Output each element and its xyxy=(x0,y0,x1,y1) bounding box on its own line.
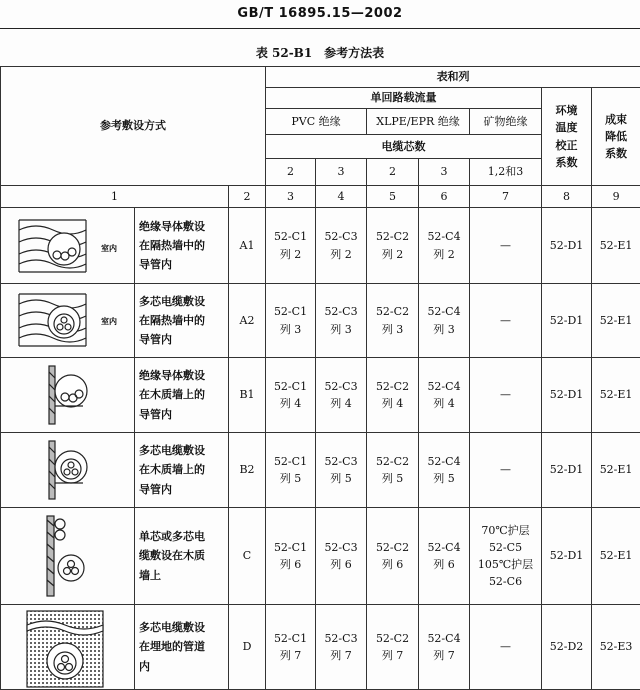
column-number: 6 xyxy=(419,186,470,208)
ref-cell: 52-C4 列 2 xyxy=(419,208,470,284)
ref-cell: 52-C3 列 3 xyxy=(316,284,367,358)
mineral-cell: — xyxy=(470,284,542,358)
row-description: 绝缘导体敷设 在隔热墙中的 导管内 xyxy=(135,208,229,284)
ref-cell: 52-C1 列 3 xyxy=(266,284,316,358)
column-number: 4 xyxy=(316,186,367,208)
ref-cell: 52-C3 列 2 xyxy=(316,208,367,284)
mineral-cell: 70℃护层 52-C5 105℃护层 52-C6 xyxy=(470,508,542,605)
room-label: 室内 xyxy=(101,316,117,326)
method-illustration-b1 xyxy=(1,358,135,433)
bundle-cell: 52-E1 xyxy=(592,208,640,284)
single-circuit-header: 单回路载流量 xyxy=(266,88,542,109)
column-number: 5 xyxy=(367,186,419,208)
row-description: 多芯电缆敷设 在隔热墙中的 导管内 xyxy=(135,284,229,358)
method-code: A1 xyxy=(229,208,266,284)
table-row xyxy=(1,605,640,690)
ref-cell: 52-C2 列 6 xyxy=(367,508,419,605)
ambient-cell: 52-D1 xyxy=(542,284,592,358)
method-code: B2 xyxy=(229,433,266,508)
method-code: A2 xyxy=(229,284,266,358)
ref-cell: 52-C4 列 3 xyxy=(419,284,470,358)
method-illustration-b2 xyxy=(1,433,135,508)
core-count: 2 xyxy=(367,159,419,186)
method-code: D xyxy=(229,605,266,690)
column-number: 3 xyxy=(266,186,316,208)
ref-cell: 52-C3 列 7 xyxy=(316,605,367,690)
pvc-header: PVC 绝缘 xyxy=(266,109,367,135)
table-title: 表 52-B1 参考方法表 xyxy=(255,46,385,60)
column-number: 2 xyxy=(229,186,266,208)
row-description: 多芯电缆敷设 在木质墙上的 导管内 xyxy=(135,433,229,508)
method-illustration-d xyxy=(1,605,135,690)
ref-cell: 52-C4 列 7 xyxy=(419,605,470,690)
core-count: 2 xyxy=(266,159,316,186)
core-count: 3 xyxy=(419,159,470,186)
method-illustration-a2 xyxy=(1,284,135,358)
column-number: 9 xyxy=(592,186,640,208)
table-row xyxy=(1,358,640,433)
row-description: 多芯电缆敷设 在埋地的管道 内 xyxy=(135,605,229,690)
table-row xyxy=(1,433,640,508)
ref-cell: 52-C4 列 5 xyxy=(419,433,470,508)
column-number: 7 xyxy=(470,186,542,208)
ref-cell: 52-C3 列 4 xyxy=(316,358,367,433)
bundle-cell: 52-E1 xyxy=(592,284,640,358)
ambient-cell: 52-D2 xyxy=(542,605,592,690)
ref-cell: 52-C1 列 6 xyxy=(266,508,316,605)
room-label: 室内 xyxy=(101,243,117,253)
reference-method-table xyxy=(0,66,640,690)
ref-cell: 52-C4 列 4 xyxy=(419,358,470,433)
bundle-header: 成束 降低 系数 xyxy=(592,88,640,186)
method-header: 参考敷设方式 xyxy=(1,67,266,186)
ambient-cell: 52-D1 xyxy=(542,208,592,284)
method-illustration-a1 xyxy=(1,208,135,284)
ref-cell: 52-C4 列 6 xyxy=(419,508,470,605)
table-row xyxy=(1,284,640,358)
column-number: 1 xyxy=(1,186,229,208)
bundle-cell: 52-E3 xyxy=(592,605,640,690)
cores-header: 电缆芯数 xyxy=(266,135,542,159)
ambient-cell: 52-D1 xyxy=(542,508,592,605)
method-illustration-c xyxy=(1,508,135,605)
row-description: 绝缘导体敷设 在木质墙上的 导管内 xyxy=(135,358,229,433)
ambient-cell: 52-D1 xyxy=(542,433,592,508)
ambient-cell: 52-D1 xyxy=(542,358,592,433)
mineral-cell: — xyxy=(470,433,542,508)
core-count: 1,2和3 xyxy=(470,159,542,186)
row-description: 单芯或多芯电 缆敷设在木质 墙上 xyxy=(135,508,229,605)
ref-cell: 52-C2 列 4 xyxy=(367,358,419,433)
ref-cell: 52-C3 列 6 xyxy=(316,508,367,605)
table-row xyxy=(1,208,640,284)
ref-cell: 52-C1 列 2 xyxy=(266,208,316,284)
method-code: B1 xyxy=(229,358,266,433)
xlpe-header: XLPE/EPR 绝缘 xyxy=(367,109,470,135)
method-code: C xyxy=(229,508,266,605)
ref-cell: 52-C2 列 2 xyxy=(367,208,419,284)
ambient-header: 环境 温度 校正 系数 xyxy=(542,88,592,186)
ref-cell: 52-C2 列 5 xyxy=(367,433,419,508)
header-rule xyxy=(0,28,640,29)
bundle-cell: 52-E1 xyxy=(592,358,640,433)
bundle-cell: 52-E1 xyxy=(592,433,640,508)
ref-cell: 52-C3 列 5 xyxy=(316,433,367,508)
mineral-cell: — xyxy=(470,605,542,690)
core-count: 3 xyxy=(316,159,367,186)
mineral-cell: — xyxy=(470,208,542,284)
ref-cell: 52-C1 列 7 xyxy=(266,605,316,690)
bundle-cell: 52-E1 xyxy=(592,508,640,605)
ref-cell: 52-C1 列 4 xyxy=(266,358,316,433)
ref-cell: 52-C1 列 5 xyxy=(266,433,316,508)
ref-cell: 52-C2 列 7 xyxy=(367,605,419,690)
mineral-header: 矿物绝缘 xyxy=(470,109,542,135)
mineral-cell: — xyxy=(470,358,542,433)
standard-number: GB/T 16895.15—2002 xyxy=(237,6,403,21)
table-and-column-header: 表和列 xyxy=(266,67,640,88)
column-number: 8 xyxy=(542,186,592,208)
table-row xyxy=(1,508,640,605)
ref-cell: 52-C2 列 3 xyxy=(367,284,419,358)
